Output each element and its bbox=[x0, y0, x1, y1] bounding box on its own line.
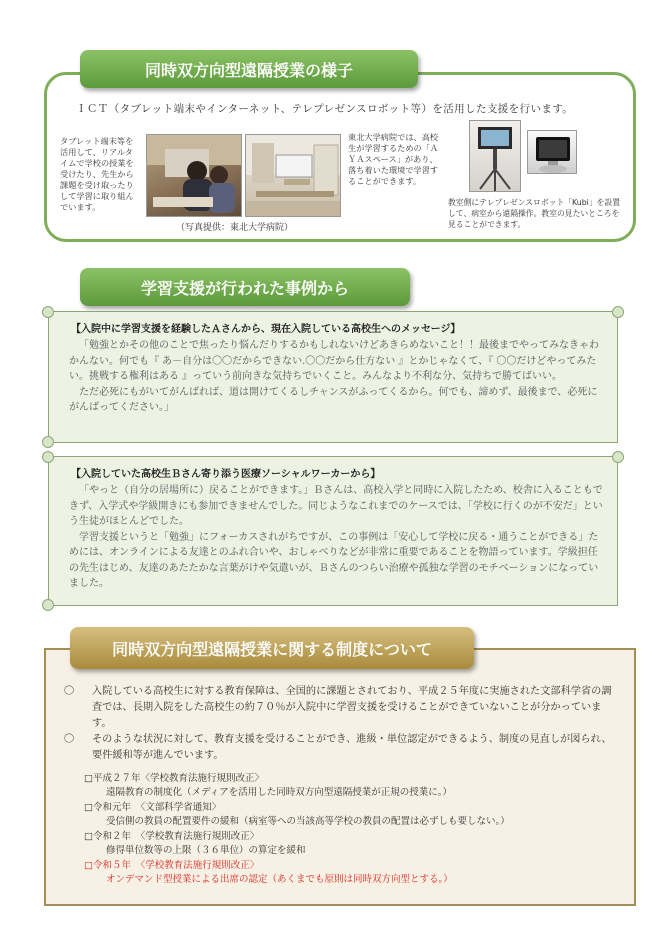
system-bullet-1 bbox=[64, 684, 616, 732]
bullet-text: そのような状況に対して、教育支援を受けることができ、進級・単位認定ができるよう、制度の見直しが図られ、要件緩和等が進んでいます。 bbox=[92, 734, 612, 761]
section1-title: 同時双方向型遠隔授業の様子 bbox=[80, 50, 418, 88]
scroll-curl bbox=[42, 451, 54, 463]
system-item bbox=[84, 772, 452, 799]
system-bullet-2 bbox=[64, 732, 616, 764]
bullet-mark: 〇 bbox=[64, 734, 75, 745]
system-item-detail: 受信側の教員の配置要件の緩和（病室等への当該高等学校の教員の配置は必ずしも要しない。） bbox=[106, 815, 510, 827]
scroll-curl bbox=[612, 306, 624, 318]
system-item bbox=[84, 830, 306, 857]
scroll-curl bbox=[42, 599, 54, 611]
system-item-head: □平成２７年〈学校教育法施行規則改正〉 bbox=[84, 773, 264, 784]
system-item-detail: オンデマンド型授業による出席の認定（あくまでも原則は同時双方向型とする。） bbox=[106, 873, 453, 885]
case2-paragraph: 「やっと（自分の居場所に）戻ることができます。」Ｂさんは、高校入学と同時に入院したため、校舎に入ることもできず、入学式や学級開きにも参加できませんでした。同じようなこれまでのケースでは、「学校に行くのが不安だ」という生徒がほとんどでした。 bbox=[69, 485, 603, 527]
case1-scroll bbox=[48, 311, 618, 443]
system-item-detail: 修得単位数等の上限（３６単位）の算定を緩和 bbox=[106, 844, 306, 856]
tablet-description: タブレット端末等を活用して、リアルタイムで学校の授業を受けたり、先生から課題を受け取ったりして学習に取り組んでいます。 bbox=[60, 136, 134, 212]
scroll-curl bbox=[612, 451, 624, 463]
system-item-highlight bbox=[84, 859, 453, 886]
aya-space-description: 東北大学病院では、高校生が学習するための「ＡＹＡスペース」があり、落ち着いた環境で学習することができます。 bbox=[348, 132, 439, 186]
case1-paragraph: ただ必死にもがいてがんばれば、道は開けてくるしチャンスがふってくるから。何でも、諦めず、最後まで、必死にがんばってください。」 bbox=[69, 386, 598, 413]
case2-paragraph: 学習支援というと「勉強」にフォーカスされがちですが、この事例は「安心して学校に戻る・通うことができる」ためには、オンラインによる友達とのふれ合いや、おしゃべりなどが非常に重要であることを物語っています。学級担任の先生はじめ、友達のあたたかな言葉がけや気遣いが、Ｂさんのつらい治療や孤独な学習のモチベーションになっていました。 bbox=[69, 531, 599, 589]
bullet-text: 入院している高校生に対する教育保障は、全国的に課題とされており、平成２５年度に実施された文部科学省の調査では、長期入院をした高校生の約７０％が入院中に学習支援を受けることができていないことが分かっています。 bbox=[92, 686, 612, 729]
system-item-head: □令和２年 〈学校教育法施行規則改正〉 bbox=[84, 831, 260, 842]
aya-space-photo bbox=[245, 134, 341, 217]
case1-paragraph: 「勉強とかその他のことで焦ったり悩んだりするかもしれないけどあきらめないこと！！最後までやってみなきゃわかんない。何でも『 あ－自分は〇〇だからできない.〇〇だから仕方ない 』とかじゃなくて、『 〇〇だけどやってみたい。挑戦する権利はある 』っていう前向きな気持ちでいくこと。みんなより不利な分、気持ちで勝てばいい。 bbox=[69, 340, 599, 382]
kubi-description: 教室側にテレプレゼンスロボット「Kubi」を設置して、病室から遠隔操作。教室の見たいところを見ることができます。 bbox=[448, 198, 621, 229]
photo-credit: （写真提供：東北大学病院） bbox=[176, 223, 294, 233]
case2-scroll bbox=[48, 456, 618, 606]
case2-heading: 【入院していた高校生Ｂさん寄り添う医療ソーシャルワーカーから】 bbox=[71, 469, 381, 480]
case1-body bbox=[69, 338, 607, 416]
system-item bbox=[84, 801, 510, 828]
system-item-detail: 遠隔教育の制度化（メディアを活用した同時双方向型遠隔授業が正規の授業に。） bbox=[106, 786, 452, 798]
case2-body bbox=[69, 483, 607, 592]
system-item-head: □令和元年 〈文部科学省通知〉 bbox=[84, 802, 222, 813]
section2-title: 学習支援が行われた事例から bbox=[80, 268, 410, 306]
section3-title: 同時双方向型遠隔授業に関する制度について bbox=[70, 627, 474, 669]
scroll-curl bbox=[42, 306, 54, 318]
kubi-robot-photo bbox=[469, 120, 521, 192]
scroll-curl bbox=[42, 436, 54, 448]
case1-heading: 【入院中に学習支援を経験したＡさんから、現在入院している高校生へのメッセージ】 bbox=[71, 324, 461, 335]
system-item-head: □令和５年 〈学校教育法施行規則改正〉 bbox=[84, 860, 260, 871]
tablet-stand-photo bbox=[527, 130, 577, 174]
section1-intro: ＩＣＴ（タブレット端末やインターネット、テレプレゼンスロボット等）を活用した支援を行います。 bbox=[76, 103, 574, 115]
bullet-mark: 〇 bbox=[64, 686, 75, 697]
tablet-study-photo bbox=[146, 134, 242, 217]
